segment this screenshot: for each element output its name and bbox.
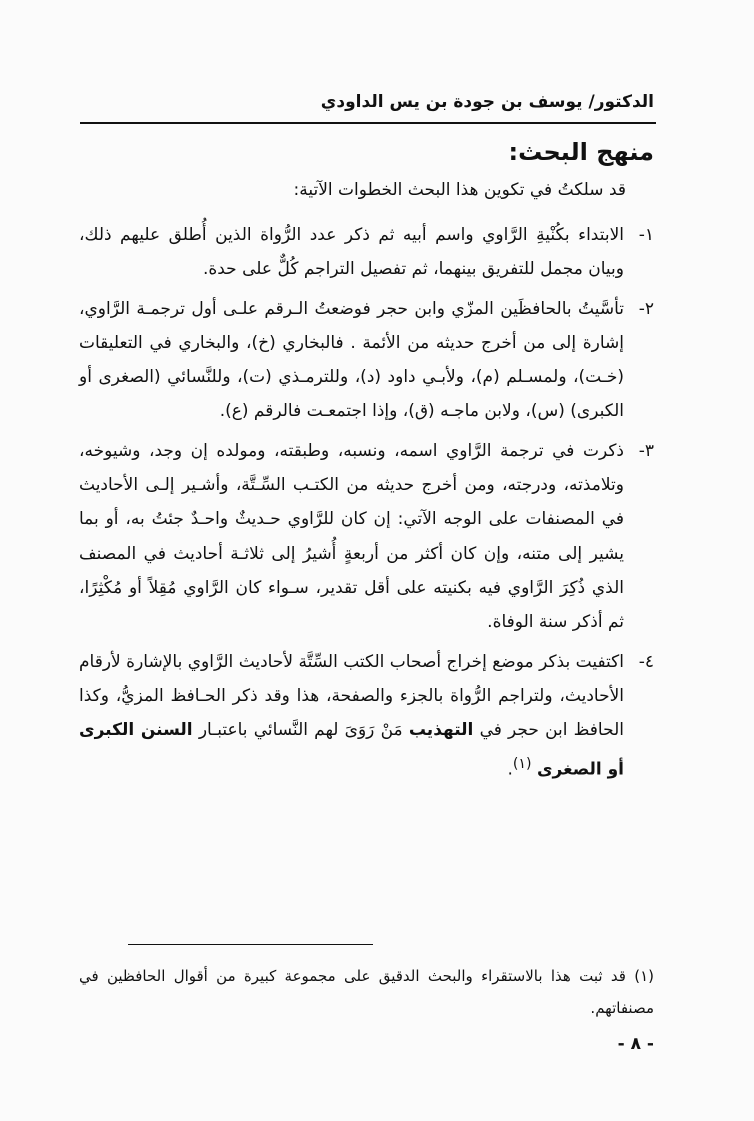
steps-list xyxy=(79,218,654,792)
running-head: الدكتور/ يوسف بن جودة بن يس الداودي xyxy=(320,92,654,112)
header-rule xyxy=(80,122,656,124)
item-number: ١- xyxy=(638,225,654,245)
section-title: منهج البحث: xyxy=(508,138,654,166)
list-item xyxy=(79,292,654,429)
intro-paragraph: قد سلكتُ في تكوين هذا البحث الخطوات الآتية: xyxy=(293,180,626,200)
page-number: - ٨ - xyxy=(617,1034,654,1054)
item-number: ٤- xyxy=(638,651,654,672)
item-text-part: اكتفيت بذكر موضع إخراج أصحاب الكتب السِّتَّة لأحاديث الرَّاوي بالإشارة لأرقام الأحاديث، ولتراجم الرُّواة بالجزء والصفحة، هذا وقد ذكر الحـافظ المزيُّ، وكذا الحافظ ابن حجر في xyxy=(79,651,624,741)
item-number: ٣- xyxy=(638,440,654,461)
item-number: ٢- xyxy=(638,298,654,319)
item-text xyxy=(79,645,624,788)
footnote xyxy=(79,960,654,1024)
item-text-part: مَنْ رَوَىَ لهم النَّسائي باعتبـار xyxy=(192,720,409,741)
book-title-tahdhib: التهذيب xyxy=(408,720,474,741)
item-text: تأسَّيتُ بالحافظَين المزّي وابن حجر فوضعتُ الـرقم علـى أول ترجمـة الرَّاوي، إشارة إلى من أخرج حديثه من الأئمة . فالبخاري (خ)، والبخاري في التعليقات (خـت)، ولمسـلم (م)، ولأبـي داود (د)، وللترمـذي (ت)، وللنَّسائي (الصغرى أو الكبرى) (س)، ولابن ماجـه (ق)، وإذا اجتمعـت فالرقم (ع). xyxy=(79,298,624,422)
footnote-reference: (١) xyxy=(512,756,532,773)
footnote-rule xyxy=(128,944,373,945)
item-text: ذكرت في ترجمة الرَّاوي اسمه، ونسبه، وطبقته، ومولده إن وجد، وشيوخه، وتلامذته، ودرجته، ومن أخرج حديثه من الكتـب السِّـتَّة، وأشـير إلـى الأحاديث في المصنفات على الوجه الآتي: إن كان للرَّاوي حـديثٌ واحـدٌ جئتُ به، أو بما يشير إلى متنه، وإن كان أكثر من أربعةٍ أُشيرُ إلى ثلاثـة أحاديث في المصنف الذي ذُكِرَ الرَّاوي فيه بكنيته على أقل تقدير، سـواء كان الرَّاوي مُقِلاً أو مُكْثِرًا، ثم أذكر سنة الوفاة. xyxy=(79,440,624,633)
book-title-sunan: السنن الكبرى أو الصغرى xyxy=(79,720,624,781)
list-item xyxy=(79,645,654,788)
footnote-text: قد ثبت هذا بالاستقراء والبحث الدقيق على مجموعة كبيرة من أقوال الحافظين في مصنفاتهم. xyxy=(79,967,654,1017)
item-text: الابتداء بكُنْيةِ الرَّاوي واسم أبيه ثم ذكر عدد الرُّواة الذين أُطلق عليهم ذلك، وبيان مجمل للتفريق بينهما، ثم تفصيل التراجم كُلٌّ على حدة. xyxy=(79,225,624,280)
list-item xyxy=(79,218,654,287)
list-item xyxy=(79,434,654,640)
footnote-marker: (١) xyxy=(634,967,654,985)
item-text-part: . xyxy=(507,760,513,781)
